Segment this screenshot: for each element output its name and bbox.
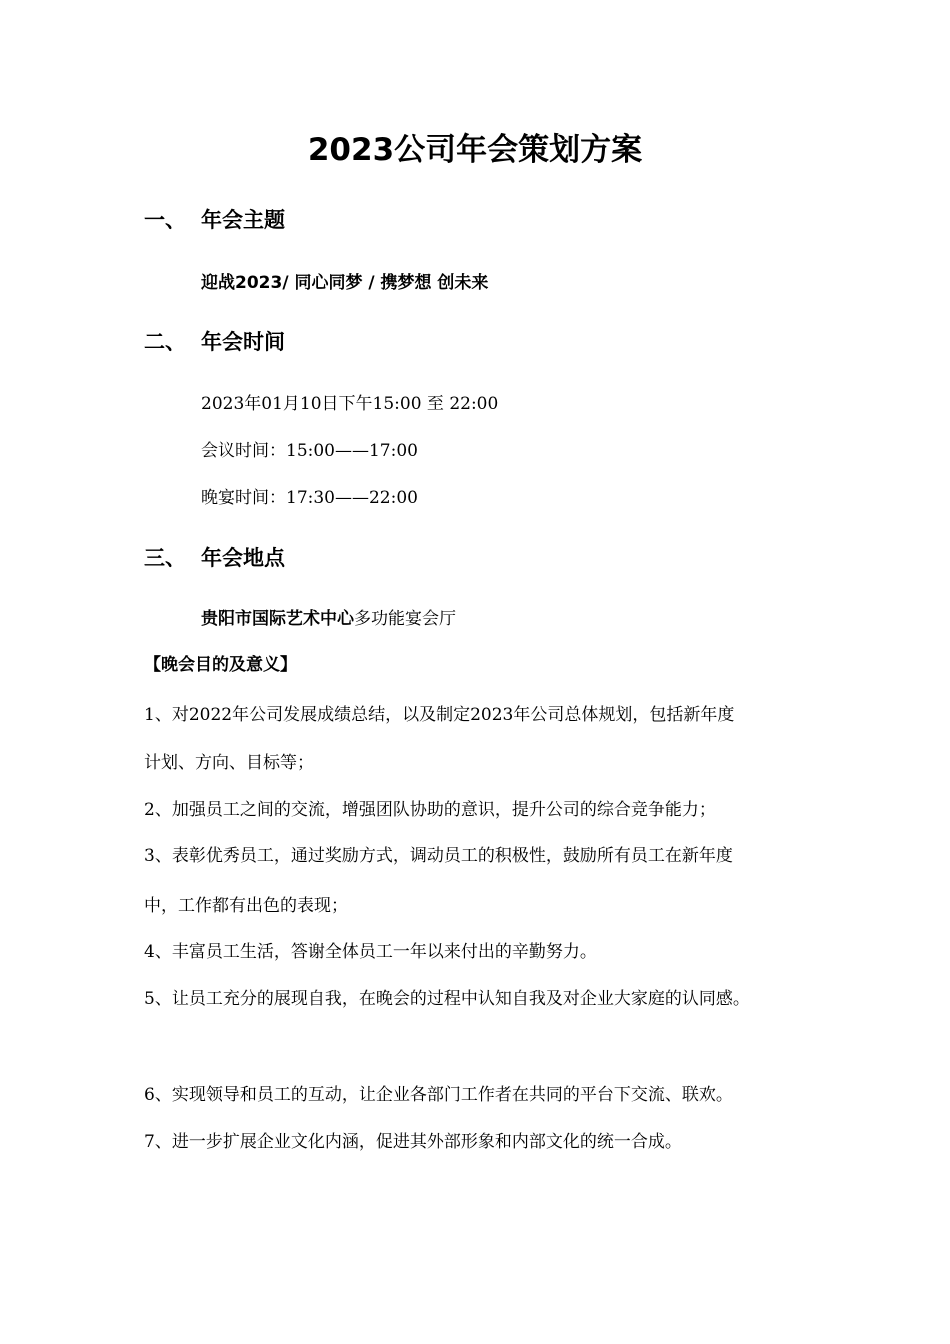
purpose-line-1: 1、对2022年公司发展成绩总结，以及制定2023年公司总体规划，包括新年度	[144, 705, 735, 725]
time-line-3: 晚宴时间：17:30——22:00	[201, 488, 418, 508]
section-number-3: 三、	[144, 546, 186, 570]
purpose-line-3: 3、表彰优秀员工，通过奖励方式，调动员工的积极性，鼓励所有员工在新年度	[144, 846, 733, 866]
purpose-heading: 【晚会目的及意义】	[144, 655, 297, 675]
section-title-venue: 年会地点	[201, 546, 285, 570]
section-number-1: 一、	[144, 208, 186, 232]
document-title: 2023公司年会策划方案	[307, 132, 643, 168]
section-title-time: 年会时间	[201, 330, 285, 354]
purpose-line-2: 2、加强员工之间的交流，增强团队协助的意识，提升公司的综合竞争能力；	[144, 800, 716, 820]
purpose-line-4: 4、丰富员工生活，答谢全体员工一年以来付出的辛勤努力。	[144, 942, 597, 962]
purpose-line-5: 5、让员工充分的展现自我，在晚会的过程中认知自我及对企业大家庭的认同感。	[144, 989, 750, 1009]
purpose-line-1-cont: 计划、方向、目标等；	[144, 753, 314, 773]
venue-hall: 多功能宴会厅	[354, 609, 456, 629]
section-number-2: 二、	[144, 330, 186, 354]
time-line-1: 2023年01月10日下午15:00 至 22:00	[201, 394, 499, 414]
purpose-line-6: 6、实现领导和员工的互动，让企业各部门工作者在共同的平台下交流、联欢。	[144, 1085, 733, 1105]
venue-name: 贵阳市国际艺术中心	[201, 609, 354, 629]
purpose-line-3-cont: 中，工作都有出色的表现；	[144, 896, 348, 916]
time-line-2: 会议时间：15:00——17:00	[201, 441, 418, 461]
venue-line	[201, 606, 456, 632]
theme-text: 迎战2023/ 同心同梦 / 携梦想 创未来	[201, 273, 489, 293]
purpose-line-7: 7、进一步扩展企业文化内涵，促进其外部形象和内部文化的统一合成。	[144, 1132, 682, 1152]
section-title-theme: 年会主题	[201, 208, 285, 232]
